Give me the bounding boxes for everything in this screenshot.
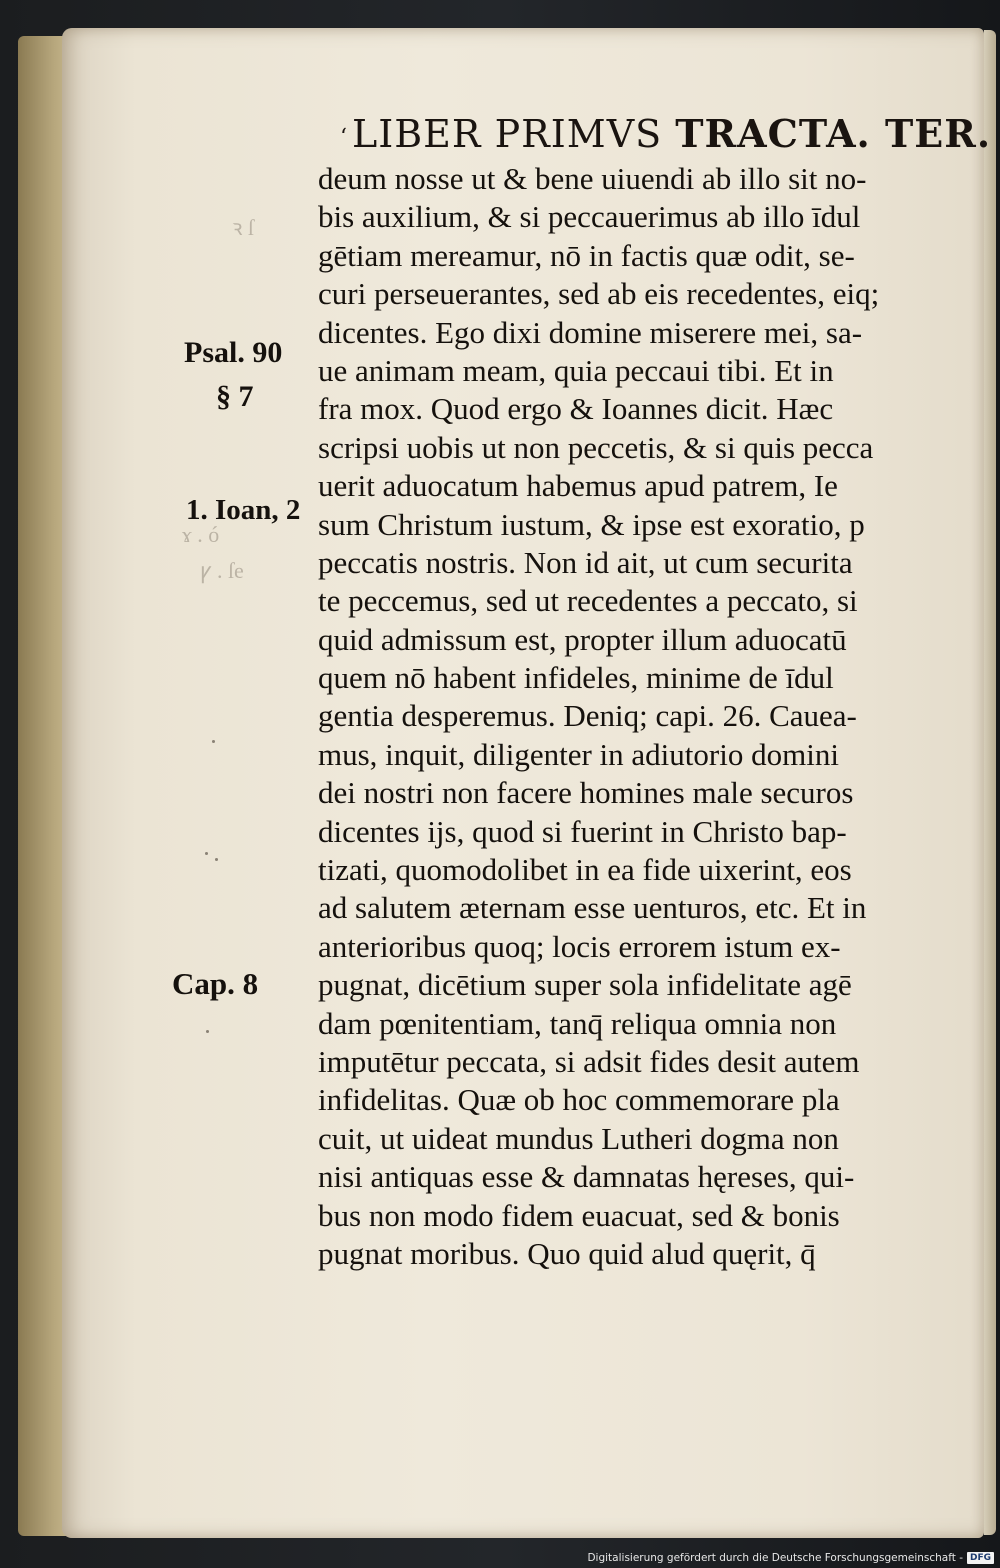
text-line: imputētur peccata, si adsit fides desit autem [318, 1043, 860, 1079]
ink-speck [205, 852, 208, 855]
text-line: pugnat, dicētium super sola infidelitate agē [318, 967, 852, 1003]
digitization-credit [587, 1552, 994, 1564]
bleed-through-mark: ɤ . ó [182, 522, 220, 547]
text-line: ad salutem æternam esse uenturos, etc. Et in [318, 890, 867, 926]
text-line: dicentes ijs, quod si fuerint in Christo bap- [318, 813, 847, 849]
text-line: fra mox. Quod ergo & Ioannes dicit. Hæc [318, 391, 834, 427]
text-line: sum Christum iustum, & ipse est exoratio, p [318, 506, 865, 542]
text-line: gentia desperemus. Deniq; capi. 26. Cauea- [318, 698, 857, 734]
main-text-block [318, 160, 948, 1273]
text-line: bus non modo fidem euacuat, sed & bonis [318, 1197, 840, 1233]
paragraph-mark: ‘ [340, 124, 348, 150]
text-line: cuit, ut uideat mundus Lutheri dogma non [318, 1120, 839, 1156]
credit-text: Digitalisierung gefördert durch die Deutsche Forschungsgemeinschaft - [587, 1552, 963, 1564]
marginal-note-cap: Cap. 8 [172, 966, 259, 1001]
marginal-note-joan: 1. Ioan, 2 [186, 494, 301, 526]
text-line: uerit aduocatum habemus apud patrem, Ie [318, 468, 838, 504]
text-line: dam pœnitentiam, tanq̄ reliqua omnia non [318, 1005, 837, 1041]
text-line: gētiam mereamur, nō in factis quæ odit, se- [318, 237, 855, 273]
text-line: deum nosse ut & bene uiuendi ab illo sit no- [318, 161, 867, 196]
text-line: te peccemus, sed ut recedentes a peccato, si [318, 583, 858, 619]
marginal-note-psal: Psal. 90 [184, 336, 283, 369]
text-line: pugnat moribus. Quo quid alud quęrit, q̄ [318, 1235, 816, 1271]
text-line: nisi antiquas esse & damnatas hęreses, qui- [318, 1159, 855, 1195]
text-line: anterioribus quoq; locis errorem istum ex- [318, 928, 841, 964]
bleed-through-mark: ꝩ . ſe [200, 558, 244, 583]
text-line: infidelitas. Quæ ob hoc commemorare pla [318, 1082, 840, 1118]
text-line: scripsi uobis ut non peccetis, & si quis pecca [318, 429, 874, 465]
running-head-title: LIBER PRIMVS [352, 112, 663, 156]
text-line: mus, inquit, diligenter in adiutorio domini [318, 736, 839, 772]
text-line: dei nostri non facere homines male securos [318, 775, 854, 811]
marginal-note-section: § 7 [216, 380, 254, 413]
text-line: quem nō habent infideles, minime de īdul [318, 660, 834, 696]
text-line: peccatis nostris. Non id ait, ut cum securita [318, 544, 853, 580]
page-edge [984, 30, 996, 1535]
text-line: bis auxilium, & si peccauerimus ab illo īdul [318, 199, 861, 235]
text-line: ue animam meam, quia peccaui tibi. Et in [318, 352, 834, 388]
text-line: dicentes. Ego dixi domine miserere mei, sa- [318, 314, 863, 350]
ink-speck [212, 740, 215, 743]
dfg-logo-icon: DFG [967, 1552, 994, 1564]
text-line: tizati, quomodolibet in ea fide uixerint, eos [318, 852, 852, 888]
bleed-through-mark: ꝛ ſ [232, 215, 255, 240]
ink-speck [206, 1030, 209, 1033]
text-line: quid admissum est, propter illum aduocatū [318, 621, 847, 657]
text-line: curi perseuerantes, sed ab eis recedentes, eiq; [318, 276, 880, 312]
running-head [340, 110, 992, 162]
running-head-section: TRACTA. TER. [675, 111, 992, 156]
ink-speck [215, 858, 218, 861]
